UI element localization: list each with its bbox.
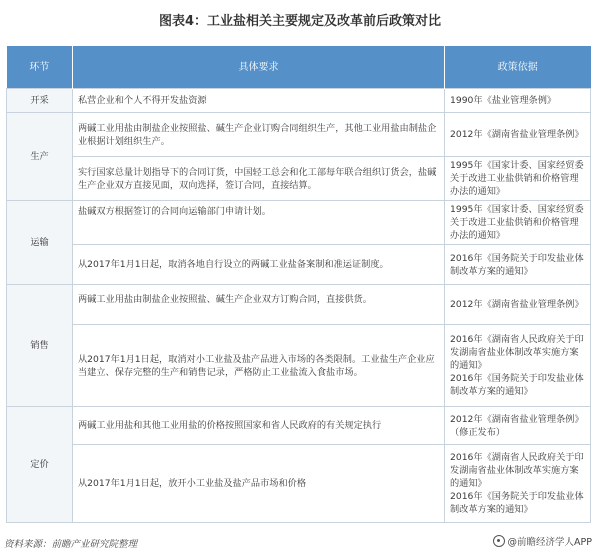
basis-cell: 2012年《湖南省盐业管理条例》	[445, 285, 591, 325]
header-requirement: 具体要求	[73, 46, 445, 89]
header-stage: 环节	[7, 46, 73, 89]
stage-cell: 销售	[7, 285, 73, 407]
policy-table	[6, 46, 591, 523]
table-row	[7, 245, 591, 285]
basis-cell: 1995年《国家计委、国家经贸委关于改进工业盐供销和价格管理办法的通知》	[445, 201, 591, 245]
requirement-cell: 两碱工业用盐和其他工业用盐的价格按照国家和省人民政府的有关规定执行	[73, 407, 445, 445]
basis-cell: 2016年《湖南省人民政府关于印发湖南省盐业体制改革实施方案的通知》 2016年《国务院关于印发盐业体制改革方案的通知》	[445, 445, 591, 523]
stage-cell: 生产	[7, 113, 73, 201]
basis-cell: 1995年《国家计委、国家经贸委关于改进工业盐供销和价格管理办法的通知》	[445, 157, 591, 201]
brand-text: @前瞻经济学人APP	[507, 537, 592, 548]
table-title: 图表4：工业盐相关主要规定及改革前后政策对比	[158, 14, 442, 29]
requirement-cell: 私营企业和个人不得开发盐资源	[73, 89, 445, 113]
basis-cell: 1990年《盐业管理条例》	[445, 89, 591, 113]
requirement-cell: 盐碱双方根据签订的合同向运输部门申请计划。	[73, 201, 445, 245]
requirement-cell: 实行国家总量计划指导下的合同订货，中国轻工总会和化工部每年联合组织订货会，盐碱生产企业双方直接见面，双向选择，签订合同，直接结算。	[73, 157, 445, 201]
stage-cell: 运输	[7, 201, 73, 285]
basis-cell: 2016年《国务院关于印发盐业体制改革方案的通知》	[445, 245, 591, 285]
source-note: 资料来源：前瞻产业研究院整理	[4, 539, 138, 550]
table-row	[7, 201, 591, 245]
brand-logo-icon	[493, 535, 505, 547]
requirement-cell: 两碱工业用盐由制盐企业按照盐、碱生产企业订购合同组织生产，其他工业用盐由制盐企业根据计划组织生产。	[73, 113, 445, 157]
table-row	[7, 113, 591, 157]
requirement-cell: 从2017年1月1日起，取消对小工业盐及盐产品进入市场的各类限制。工业盐生产企业应当建立、保存完整的生产和销售记录，严格防止工业盐流入食盐市场。	[73, 325, 445, 407]
table-row	[7, 285, 591, 325]
basis-cell: 2012年《湖南省盐业管理条例》	[445, 113, 591, 157]
brand-watermark	[493, 534, 592, 548]
requirement-cell: 从2017年1月1日起，取消各地自行设立的两碱工业盐备案制和准运证制度。	[73, 245, 445, 285]
requirement-cell: 两碱工业用盐由制盐企业按照盐、碱生产企业双方订购合同，直接供货。	[73, 285, 445, 325]
table-row	[7, 445, 591, 523]
table-row	[7, 407, 591, 445]
basis-cell: 2012年《湖南省盐业管理条例》（修正发布）	[445, 407, 591, 445]
stage-cell: 定价	[7, 407, 73, 523]
basis-cell: 2016年《湖南省人民政府关于印发湖南省盐业体制改革实施方案的通知》 2016年《国务院关于印发盐业体制改革方案的通知》	[445, 325, 591, 407]
stage-cell: 开采	[7, 89, 73, 113]
table-header-row	[7, 46, 591, 89]
requirement-cell: 从2017年1月1日起，放开小工业盐及盐产品市场和价格	[73, 445, 445, 523]
table-row	[7, 89, 591, 113]
table-row	[7, 325, 591, 407]
table-row	[7, 157, 591, 201]
header-basis: 政策依据	[445, 46, 591, 89]
